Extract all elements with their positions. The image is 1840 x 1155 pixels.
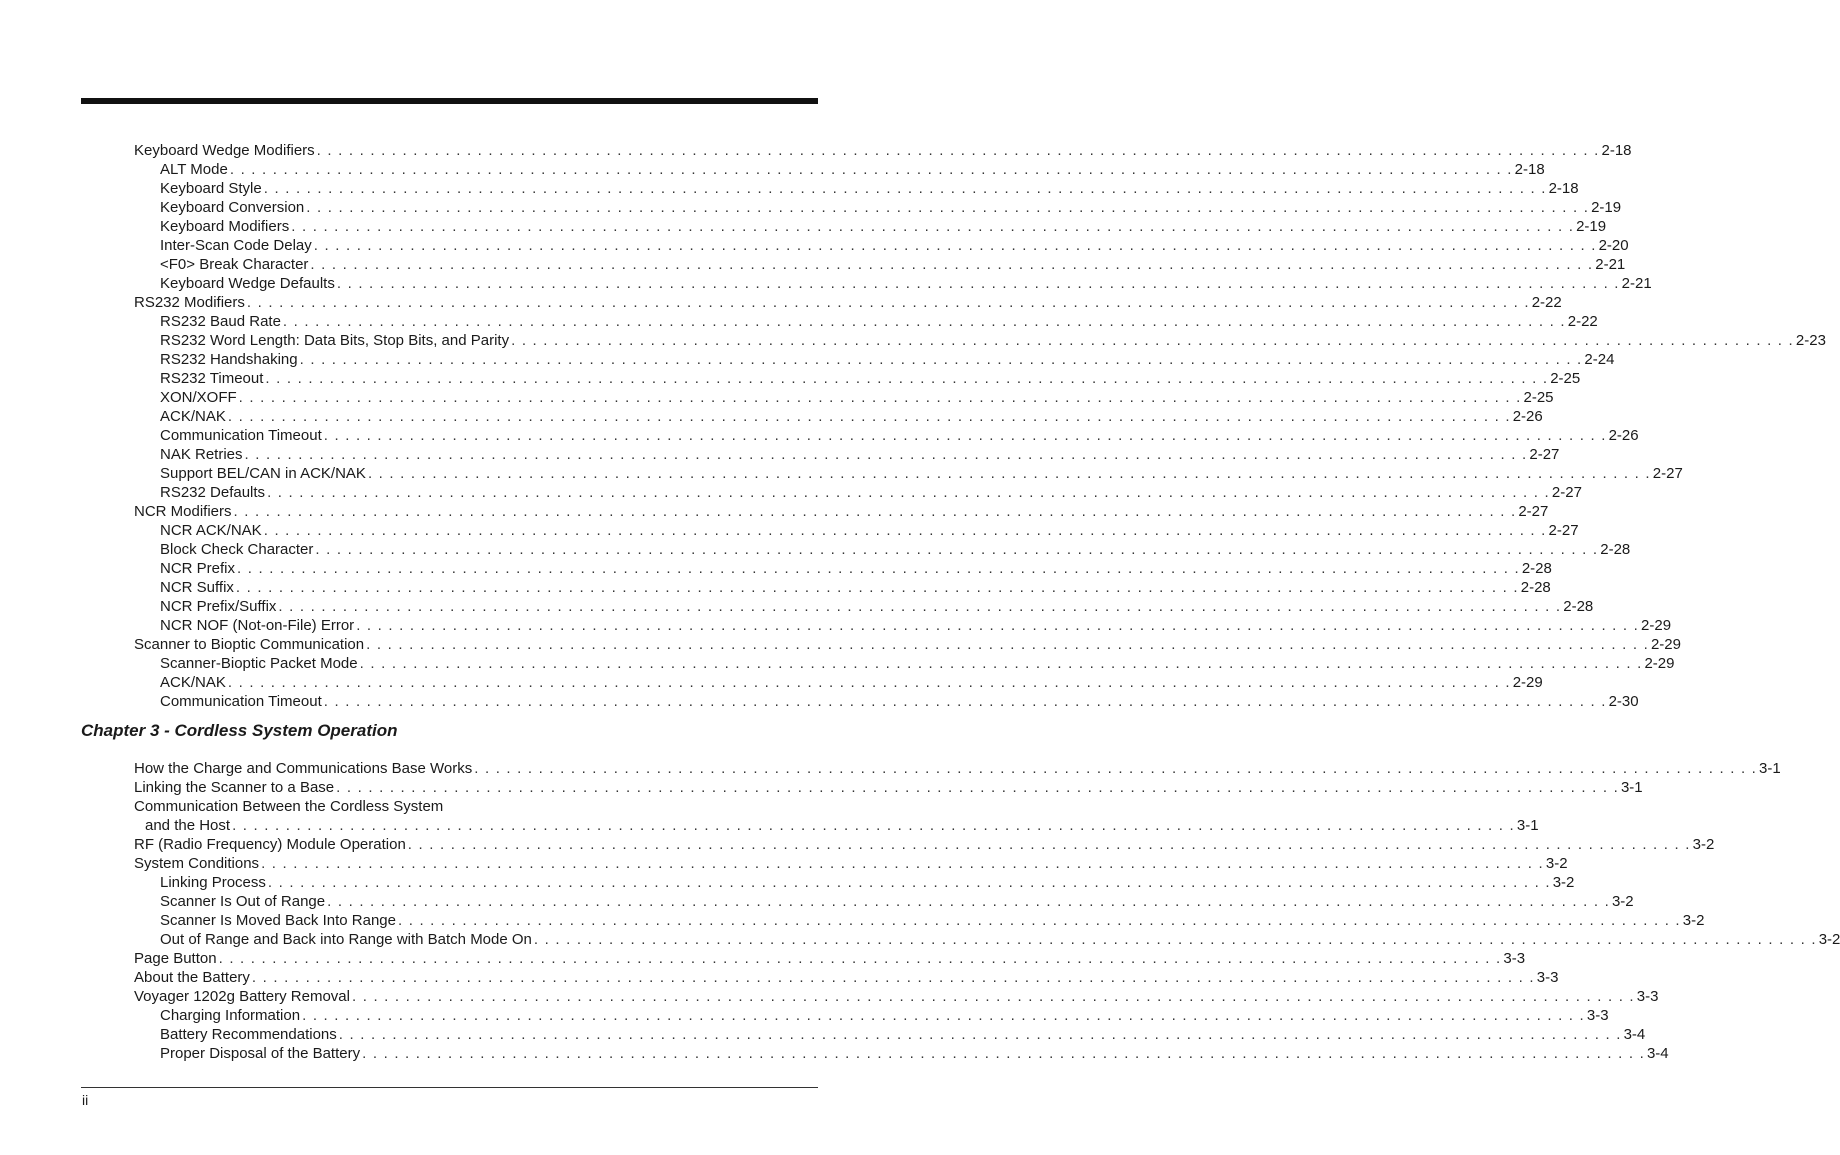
toc-entry — [0, 778, 1643, 797]
footer-rule — [81, 1087, 818, 1088]
toc-entry — [0, 911, 1705, 930]
toc-entry-title: RS232 Modifiers — [134, 294, 245, 311]
toc-entry — [0, 141, 1632, 160]
toc-entry-page: 2-28 — [1521, 560, 1552, 577]
toc-entry-title: and the Host — [145, 817, 231, 834]
toc-entry-page: 2-20 — [1598, 237, 1629, 254]
toc-entry-title: NCR Modifiers — [134, 503, 232, 520]
toc-entry-title: Keyboard Style — [160, 180, 262, 197]
toc-leader-dots: . . . . . . . . . . . . . . . . . . . . . . . . . . . . . . . . . . . . . . . . . . . . . . . . . . . . . . . . . . . . . . . . . . . . . . . . . . . . . . . . . . . . . . . . . . . . . . . . . . . . . . . . . . . . . . . . . . . . . . . . — [407, 836, 1691, 853]
toc-entry-page: 2-27 — [1529, 446, 1560, 463]
toc-entry — [0, 759, 1781, 778]
toc-entry-title: Support BEL/CAN in ACK/NAK — [160, 465, 366, 482]
toc-leader-dots: . . . . . . . . . . . . . . . . . . . . . . . . . . . . . . . . . . . . . . . . . . . . . . . . . . . . . . . . . . . . . . . . . . . . . . . . . . . . . . . . . . . . . . . . . . . . . . . . . . . . . . . . . . . . . . . . . . . . . . . . — [397, 912, 1681, 929]
toc-leader-dots: . . . . . . . . . . . . . . . . . . . . . . . . . . . . . . . . . . . . . . . . . . . . . . . . . . . . . . . . . . . . . . . . . . . . . . . . . . . . . . . . . . . . . . . . . . . . . . . . . . . . . . . . . . . . . . . . . . . . . . . . — [474, 760, 1758, 777]
toc-entry-page: 3-2 — [1545, 855, 1568, 872]
toc-entry-page: 2-29 — [1644, 655, 1675, 672]
header-rule — [81, 98, 818, 104]
toc-entry — [0, 293, 1562, 312]
toc-entry-title: Keyboard Wedge Modifiers — [134, 142, 315, 159]
toc-leader-dots: . . . . . . . . . . . . . . . . . . . . . . . . . . . . . . . . . . . . . . . . . . . . . . . . . . . . . . . . . . . . . . . . . . . . . . . . . . . . . . . . . . . . . . . . . . . . . . . . . . . . . . . . . . . . . . . . . . . . . . . . — [356, 617, 1640, 634]
toc-entry — [0, 1025, 1646, 1044]
toc-section-chapter-2 — [0, 141, 1826, 711]
toc-entry-title: Communication Timeout — [160, 427, 322, 444]
toc-entry-title: How the Charge and Communications Base Works — [134, 760, 473, 777]
toc-leader-dots: . . . . . . . . . . . . . . . . . . . . . . . . . . . . . . . . . . . . . . . . . . . . . . . . . . . . . . . . . . . . . . . . . . . . . . . . . . . . . . . . . . . . . . . . . . . . . . . . . . . . . . . . . . . . . . . . . . . . . . . . — [291, 218, 1575, 235]
toc-entry-page: 2-27 — [1548, 522, 1579, 539]
toc-entry-title: NCR Prefix/Suffix — [160, 598, 277, 615]
toc-leader-dots: . . . . . . . . . . . . . . . . . . . . . . . . . . . . . . . . . . . . . . . . . . . . . . . . . . . . . . . . . . . . . . . . . . . . . . . . . . . . . . . . . . . . . . . . . . . . . . . . . . . . . . . . . . . . . . . . . . . . . . . . — [267, 484, 1550, 501]
toc-entry-page: 2-18 — [1514, 161, 1545, 178]
toc-leader-dots: . . . . . . . . . . . . . . . . . . . . . . . . . . . . . . . . . . . . . . . . . . . . . . . . . . . . . . . . . . . . . . . . . . . . . . . . . . . . . . . . . . . . . . . . . . . . . . . . . . . . . . . . . . . . . . . . . . . . . . . . — [351, 988, 1635, 1005]
toc-entry-page: 3-1 — [1516, 817, 1539, 834]
toc-entry — [0, 388, 1554, 407]
toc-leader-dots: . . . . . . . . . . . . . . . . . . . . . . . . . . . . . . . . . . . . . . . . . . . . . . . . . . . . . . . . . . . . . . . . . . . . . . . . . . . . . . . . . . . . . . . . . . . . . . . . . . . . . . . . . . . . . . . . . . . . . . . . — [232, 817, 1515, 834]
toc-leader-dots: . . . . . . . . . . . . . . . . . . . . . . . . . . . . . . . . . . . . . . . . . . . . . . . . . . . . . . . . . . . . . . . . . . . . . . . . . . . . . . . . . . . . . . . . . . . . . . . . . . . . . . . . . . . . . . . . . . . . . . . . — [362, 1045, 1645, 1062]
toc-entry-page: 3-4 — [1623, 1026, 1646, 1043]
toc-entry-title: Proper Disposal of the Battery — [160, 1045, 361, 1062]
toc-leader-dots: . . . . . . . . . . . . . . . . . . . . . . . . . . . . . . . . . . . . . . . . . . . . . . . . . . . . . . . . . . . . . . . . . . . . . . . . . . . . . . . . . . . . . . . . . . . . . . . . . . . . . . . . . . . . . . . . . . . . . . . . — [511, 332, 1794, 349]
toc-entry — [0, 635, 1681, 654]
toc-leader-dots: . . . . . . . . . . . . . . . . . . . . . . . . . . . . . . . . . . . . . . . . . . . . . . . . . . . . . . . . . . . . . . . . . . . . . . . . . . . . . . . . . . . . . . . . . . . . . . . . . . . . . . . . . . . . . . . . . . . . . . . . — [233, 503, 1517, 520]
toc-leader-dots: . . . . . . . . . . . . . . . . . . . . . . . . . . . . . . . . . . . . . . . . . . . . . . . . . . . . . . . . . . . . . . . . . . . . . . . . . . . . . . . . . . . . . . . . . . . . . . . . . . . . . . . . . . . . . . . . . . . . . . . . — [263, 180, 1547, 197]
toc-leader-dots: . . . . . . . . . . . . . . . . . . . . . . . . . . . . . . . . . . . . . . . . . . . . . . . . . . . . . . . . . . . . . . . . . . . . . . . . . . . . . . . . . . . . . . . . . . . . . . . . . . . . . . . . . . . . . . . . . . . . . . . . — [238, 389, 1522, 406]
toc-entry — [0, 426, 1639, 445]
page-number: ii — [82, 1092, 89, 1108]
toc-entry-title: Voyager 1202g Battery Removal — [134, 988, 350, 1005]
toc-entry-title: <F0> Break Character — [160, 256, 309, 273]
toc-entry-page: 3-3 — [1636, 988, 1659, 1005]
toc-entry-title: NCR NOF (Not-on-File) Error — [160, 617, 355, 634]
toc-leader-dots: . . . . . . . . . . . . . . . . . . . . . . . . . . . . . . . . . . . . . . . . . . . . . . . . . . . . . . . . . . . . . . . . . . . . . . . . . . . . . . . . . . . . . . . . . . . . . . . . . . . . . . . . . . . . . . . . . . . . . . . . — [278, 598, 1562, 615]
toc-entry — [0, 987, 1659, 1006]
toc-leader-dots: . . . . . . . . . . . . . . . . . . . . . . . . . . . . . . . . . . . . . . . . . . . . . . . . . . . . . . . . . . . . . . . . . . . . . . . . . . . . . . . . . . . . . . . . . . . . . . . . . . . . . . . . . . . . . . . . . . . . . . . . — [367, 465, 1651, 482]
toc-entry — [0, 483, 1582, 502]
toc-leader-dots: . . . . . . . . . . . . . . . . . . . . . . . . . . . . . . . . . . . . . . . . . . . . . . . . . . . . . . . . . . . . . . . . . . . . . . . . . . . . . . . . . . . . . . . . . . . . . . . . . . . . . . . . . . . . . . . . . . . . . . . . — [282, 313, 1566, 330]
toc-section-chapter-3 — [0, 759, 1840, 1063]
toc-entry-page: 3-1 — [1620, 779, 1643, 796]
toc-entry-title: NCR Prefix — [160, 560, 236, 577]
toc-entry — [0, 160, 1545, 179]
toc-entry-title: Page Button — [134, 950, 217, 967]
toc-entry-page: 2-26 — [1512, 408, 1543, 425]
toc-entry-title: Linking Process — [160, 874, 266, 891]
toc-entry-page: 3-4 — [1646, 1045, 1669, 1062]
toc-entry-page: 2-28 — [1600, 541, 1631, 558]
toc-entry — [0, 930, 1840, 949]
toc-entry-title: ALT Mode — [160, 161, 228, 178]
toc-leader-dots: . . . . . . . . . . . . . . . . . . . . . . . . . . . . . . . . . . . . . . . . . . . . . . . . . . . . . . . . . . . . . . . . . . . . . . . . . . . . . . . . . . . . . . . . . . . . . . . . . . . . . . . . . . . . . . . . . . . . . . . . — [251, 969, 1535, 986]
toc-entry — [0, 797, 892, 816]
toc-entry-title: Block Check Character — [160, 541, 314, 558]
toc-entry-title: ACK/NAK — [160, 408, 226, 425]
toc-entry-page: 2-22 — [1567, 313, 1598, 330]
toc-entry — [0, 597, 1594, 616]
toc-entry — [0, 816, 1539, 835]
toc-entry-page: 2-21 — [1595, 256, 1626, 273]
toc-entry-title: Out of Range and Back into Range with Batch Mode On — [160, 931, 532, 948]
toc-entry-page: 2-25 — [1523, 389, 1554, 406]
toc-entry-title: Scanner to Bioptic Communication — [134, 636, 365, 653]
toc-entry — [0, 540, 1631, 559]
toc-entry-title: Scanner-Bioptic Packet Mode — [160, 655, 358, 672]
toc-leader-dots: . . . . . . . . . . . . . . . . . . . . . . . . . . . . . . . . . . . . . . . . . . . . . . . . . . . . . . . . . . . . . . . . . . . . . . . . . . . . . . . . . . . . . . . . . . . . . . . . . . . . . . . . . . . . . . . . . . . . . . . . — [218, 950, 1502, 967]
toc-entry-title: Inter-Scan Code Delay — [160, 237, 312, 254]
toc-leader-dots: . . . . . . . . . . . . . . . . . . . . . . . . . . . . . . . . . . . . . . . . . . . . . . . . . . . . . . . . . . . . . . . . . . . . . . . . . . . . . . . . . . . . . . . . . . . . . . . . . . . . . . . . . . . . . . . . . . . . . . . . — [316, 142, 1600, 159]
toc-entry — [0, 559, 1552, 578]
toc-entry — [0, 502, 1549, 521]
toc-entry-page: 3-2 — [1818, 931, 1840, 948]
toc-entry — [0, 255, 1626, 274]
toc-entry — [0, 369, 1581, 388]
toc-entry-page: 2-21 — [1621, 275, 1652, 292]
toc-entry-title: ACK/NAK — [160, 674, 226, 691]
toc-entry-title: Communication Timeout — [160, 693, 322, 710]
toc-entry-title: System Conditions — [134, 855, 260, 872]
toc-leader-dots: . . . . . . . . . . . . . . . . . . . . . . . . . . . . . . . . . . . . . . . . . . . . . . . . . . . . . . . . . . . . . . . . . . . . . . . . . . . . . . . . . . . . . . . . . . . . . . . . . . . . . . . . . . . . . . . . . . . . . . . . — [359, 655, 1643, 672]
toc-entry-title: NAK Retries — [160, 446, 243, 463]
toc-leader-dots: . . . . . . . . . . . . . . . . . . . . . . . . . . . . . . . . . . . . . . . . . . . . . . . . . . . . . . . . . . . . . . . . . . . . . . . . . . . . . . . . . . . . . . . . . . . . . . . . . . . . . . . . . . . . . . . . . . . . . . . . — [246, 294, 1530, 311]
toc-entry-title: Keyboard Modifiers — [160, 218, 290, 235]
toc-entry-title: RS232 Handshaking — [160, 351, 298, 368]
toc-leader-dots: . . . . . . . . . . . . . . . . . . . . . . . . . . . . . . . . . . . . . . . . . . . . . . . . . . . . . . . . . . . . . . . . . . . . . . . . . . . . . . . . . . . . . . . . . . . . . . . . . . . . . . . . . . . . . . . . . . . . . . . . — [265, 370, 1549, 387]
toc-entry-title: RF (Radio Frequency) Module Operation — [134, 836, 406, 853]
toc-entry-page: 3-2 — [1692, 836, 1715, 853]
toc-entry-page: 2-27 — [1518, 503, 1549, 520]
toc-entry-title: About the Battery — [134, 969, 250, 986]
toc-entry-page: 2-26 — [1608, 427, 1639, 444]
toc-entry — [0, 578, 1551, 597]
toc-leader-dots: . . . . . . . . . . . . . . . . . . . . . . . . . . . . . . . . . . . . . . . . . . . . . . . . . . . . . . . . . . . . . . . . . . . . . . . . . . . . . . . . . . . . . . . . . . . . . . . . . . . . . . . . . . . . . . . . . . . . . . . . — [336, 275, 1620, 292]
toc-leader-dots: . . . . . . . . . . . . . . . . . . . . . . . . . . . . . . . . . . . . . . . . . . . . . . . . . . . . . . . . . . . . . . . . . . . . . . . . . . . . . . . . . . . . . . . . . . . . . . . . . . . . . . . . . . . . . . . . . . . . . . . . — [306, 199, 1590, 216]
toc-entry-page: 3-2 — [1552, 874, 1575, 891]
toc-leader-dots: . . . . . . . . . . . . . . . . . . . . . . . . . . . . . . . . . . . . . . . . . . . . . . . . . . . . . . . . . . . . . . . . . . . . . . . . . . . . . . . . . . . . . . . . . . . . . . . . . . . . . . . . . . . . . . . . . . . . . . . . — [315, 541, 1599, 558]
toc-leader-dots: . . . . . . . . . . . . . . . . . . . . . . . . . . . . . . . . . . . . . . . . . . . . . . . . . . . . . . . . . . . . . . . . . . . . . . . . . . . . . . . . . . . . . . . . . . . . . . . . . . . . . . . . . . . . . . . . . . . . . . . . — [227, 674, 1511, 691]
toc-entry-title: Battery Recommendations — [160, 1026, 337, 1043]
toc-entry-title: NCR Suffix — [160, 579, 234, 596]
toc-entry — [0, 873, 1575, 892]
toc-entry — [0, 274, 1652, 293]
toc-leader-dots: . . . . . . . . . . . . . . . . . . . . . . . . . . . . . . . . . . . . . . . . . . . . . . . . . . . . . . . . . . . . . . . . . . . . . . . . . . . . . . . . . . . . . . . . . . . . . . . . . . . . . . . . . . . . . . . . . . . . . . . . — [235, 579, 1519, 596]
toc-entry-page: 2-27 — [1551, 484, 1582, 501]
toc-entry — [0, 1006, 1609, 1025]
toc-entry-title: Scanner Is Moved Back Into Range — [160, 912, 396, 929]
toc-entry-title: RS232 Defaults — [160, 484, 266, 501]
toc-leader-dots: . . . . . . . . . . . . . . . . . . . . . . . . . . . . . . . . . . . . . . . . . . . . . . . . . . . . . . . . . . . . . . . . . . . . . . . . . . . . . . . . . . . . . . . . . . . . . . . . . . . . . . . . . . . . . . . . . . . . . . . . — [323, 427, 1607, 444]
toc-entry-title: Charging Information — [160, 1007, 301, 1024]
toc-entry-page: 2-24 — [1584, 351, 1615, 368]
toc-entry — [0, 312, 1598, 331]
toc-entry — [0, 236, 1629, 255]
toc-entry-page: 2-19 — [1576, 218, 1607, 235]
toc-entry-page: 2-23 — [1795, 332, 1826, 349]
toc-entry — [0, 407, 1543, 426]
toc-entry — [0, 464, 1683, 483]
toc-entry-page: 2-25 — [1550, 370, 1581, 387]
toc-entry-page: 3-3 — [1536, 969, 1559, 986]
toc-leader-dots: . . . . . . . . . . . . . . . . . . . . . . . . . . . . . . . . . . . . . . . . . . . . . . . . . . . . . . . . . . . . . . . . . . . . . . . . . . . . . . . . . . . . . . . . . . . . . . . . . . . . . . . . . . . . . . . . . . . . . . . . — [299, 351, 1583, 368]
toc-leader-dots: . . . . . . . . . . . . . . . . . . . . . . . . . . . . . . . . . . . . . . . . . . . . . . . . . . . . . . . . . . . . . . . . . . . . . . . . . . . . . . . . . . . . . . . . . . . . . . . . . . . . . . . . . . . . . . . . . . . . . . . . — [313, 237, 1597, 254]
toc-leader-dots: . . . . . . . . . . . . . . . . . . . . . . . . . . . . . . . . . . . . . . . . . . . . . . . . . . . . . . . . . . . . . . . . . . . . . . . . . . . . . . . . . . . . . . . . . . . . . . . . . . . . . . . . . . . . . . . . . . . . . . . . — [229, 161, 1513, 178]
toc-entry — [0, 521, 1579, 540]
toc-leader-dots: . . . . . . . . . . . . . . . . . . . . . . . . . . . . . . . . . . . . . . . . . . . . . . . . . . . . . . . . . . . . . . . . . . . . . . . . . . . . . . . . . . . . . . . . . . . . . . . . . . . . . . . . . . . . . . . . . . . . . . . . — [336, 779, 1619, 796]
toc-entry — [0, 350, 1615, 369]
toc-leader-dots: . . . . . . . . . . . . . . . . . . . . . . . . . . . . . . . . . . . . . . . . . . . . . . . . . . . . . . . . . . . . . . . . . . . . . . . . . . . . . . . . . . . . . . . . . . . . . . . . . . . . . . . . . . . . . . . . . . . . . . . . — [533, 931, 1817, 948]
toc-leader-dots: . . . . . . . . . . . . . . . . . . . . . . . . . . . . . . . . . . . . . . . . . . . . . . . . . . . . . . . . . . . . . . . . . . . . . . . . . . . . . . . . . . . . . . . . . . . . . . . . . . . . . . . . . . . . . . . . . . . . . . . . — [310, 256, 1594, 273]
toc-entry-page: 2-18 — [1601, 142, 1632, 159]
toc-leader-dots: . . . . . . . . . . . . . . . . . . . . . . . . . . . . . . . . . . . . . . . . . . . . . . . . . . . . . . . . . . . . . . . . . . . . . . . . . . . . . . . . . . . . . . . . . . . . . . . . . . . . . . . . . . . . . . . . . . . . . . . . — [227, 408, 1511, 425]
toc-entry — [0, 949, 1526, 968]
toc-entry — [0, 445, 1560, 464]
toc-leader-dots: . . . . . . . . . . . . . . . . . . . . . . . . . . . . . . . . . . . . . . . . . . . . . . . . . . . . . . . . . . . . . . . . . . . . . . . . . . . . . . . . . . . . . . . . . . . . . . . . . . . . . . . . . . . . . . . . . . . . . . . . — [237, 560, 1520, 577]
toc-entry-page: 2-18 — [1548, 180, 1579, 197]
toc-entry — [0, 835, 1715, 854]
toc-entry — [0, 692, 1639, 711]
chapter-3-heading: Chapter 3 - Cordless System Operation — [81, 721, 398, 740]
toc-entry — [0, 616, 1672, 635]
toc-entry-title: Linking the Scanner to a Base — [134, 779, 335, 796]
toc-entry-page: 2-28 — [1520, 579, 1551, 596]
toc-entry-page: 2-19 — [1591, 199, 1622, 216]
toc-entry — [0, 968, 1559, 987]
toc-leader-dots: . . . . . . . . . . . . . . . . . . . . . . . . . . . . . . . . . . . . . . . . . . . . . . . . . . . . . . . . . . . . . . . . . . . . . . . . . . . . . . . . . . . . . . . . . . . . . . . . . . . . . . . . . . . . . . . . . . . . . . . . — [366, 636, 1649, 653]
toc-entry — [0, 892, 1634, 911]
toc-entry-title: RS232 Baud Rate — [160, 313, 281, 330]
toc-entry-page: 2-22 — [1531, 294, 1562, 311]
toc-entry-page: 3-2 — [1611, 893, 1634, 910]
toc-entry-page: 2-29 — [1512, 674, 1543, 691]
toc-leader-dots: . . . . . . . . . . . . . . . . . . . . . . . . . . . . . . . . . . . . . . . . . . . . . . . . . . . . . . . . . . . . . . . . . . . . . . . . . . . . . . . . . . . . . . . . . . . . . . . . . . . . . . . . . . . . . . . . . . . . . . . . — [267, 874, 1551, 891]
toc-entry — [0, 654, 1675, 673]
toc-entry-page: 2-29 — [1641, 617, 1672, 634]
toc-entry-page: 3-2 — [1682, 912, 1705, 929]
toc-entry-title: Communication Between the Cordless System — [134, 798, 444, 815]
toc-entry — [0, 1044, 1669, 1063]
toc-leader-dots: . . . . . . . . . . . . . . . . . . . . . . . . . . . . . . . . . . . . . . . . . . . . . . . . . . . . . . . . . . . . . . . . . . . . . . . . . . . . . . . . . . . . . . . . . . . . . . . . . . . . . . . . . . . . . . . . . . . . . . . . — [263, 522, 1547, 539]
toc-entry — [0, 198, 1622, 217]
toc-entry — [0, 217, 1607, 236]
toc-entry-title: NCR ACK/NAK — [160, 522, 262, 539]
toc-entry-title: RS232 Word Length: Data Bits, Stop Bits, and Parity — [160, 332, 510, 349]
toc-leader-dots: . . . . . . . . . . . . . . . . . . . . . . . . . . . . . . . . . . . . . . . . . . . . . . . . . . . . . . . . . . . . . . . . . . . . . . . . . . . . . . . . . . . . . . . . . . . . . . . . . . . . . . . . . . . . . . . . . . . . . . . . — [338, 1026, 1622, 1043]
toc-entry-title: Scanner Is Out of Range — [160, 893, 326, 910]
toc-entry-title: XON/XOFF — [160, 389, 237, 406]
toc-leader-dots: . . . . . . . . . . . . . . . . . . . . . . . . . . . . . . . . . . . . . . . . . . . . . . . . . . . . . . . . . . . . . . . . . . . . . . . . . . . . . . . . . . . . . . . . . . . . . . . . . . . . . . . . . . . . . . . . . . . . . . . . — [327, 893, 1610, 910]
toc-entry — [0, 179, 1579, 198]
toc-entry-page: 2-27 — [1652, 465, 1683, 482]
toc-entry-title: RS232 Timeout — [160, 370, 264, 387]
toc-entry-title: Keyboard Wedge Defaults — [160, 275, 335, 292]
toc-entry-page: 3-3 — [1586, 1007, 1609, 1024]
toc-entry — [0, 331, 1826, 350]
toc-entry — [0, 854, 1568, 873]
toc-leader-dots: . . . . . . . . . . . . . . . . . . . . . . . . . . . . . . . . . . . . . . . . . . . . . . . . . . . . . . . . . . . . . . . . . . . . . . . . . . . . . . . . . . . . . . . . . . . . . . . . . . . . . . . . . . . . . . . . . . . . . . . . — [323, 693, 1607, 710]
toc-leader-dots: . . . . . . . . . . . . . . . . . . . . . . . . . . . . . . . . . . . . . . . . . . . . . . . . . . . . . . . . . . . . . . . . . . . . . . . . . . . . . . . . . . . . . . . . . . . . . . . . . . . . . . . . . . . . . . . . . . . . . . . . — [244, 446, 1528, 463]
toc-entry-page: 2-29 — [1650, 636, 1681, 653]
toc-leader-dots: . . . . . . . . . . . . . . . . . . . . . . . . . . . . . . . . . . . . . . . . . . . . . . . . . . . . . . . . . . . . . . . . . . . . . . . . . . . . . . . . . . . . . . . . . . . . . . . . . . . . . . . . . . . . . . . . . . . . . . . . — [261, 855, 1544, 872]
toc-entry-page: 2-30 — [1608, 693, 1639, 710]
toc-leader-dots: . . . . . . . . . . . . . . . . . . . . . . . . . . . . . . . . . . . . . . . . . . . . . . . . . . . . . . . . . . . . . . . . . . . . . . . . . . . . . . . . . . . . . . . . . . . . . . . . . . . . . . . . . . . . . . . . . . . . . . . . — [302, 1007, 1585, 1024]
toc-entry — [0, 673, 1543, 692]
toc-entry-page: 3-3 — [1503, 950, 1526, 967]
toc-entry-title: Keyboard Conversion — [160, 199, 305, 216]
toc-entry-page: 2-28 — [1563, 598, 1594, 615]
toc-entry-page: 3-1 — [1759, 760, 1781, 777]
